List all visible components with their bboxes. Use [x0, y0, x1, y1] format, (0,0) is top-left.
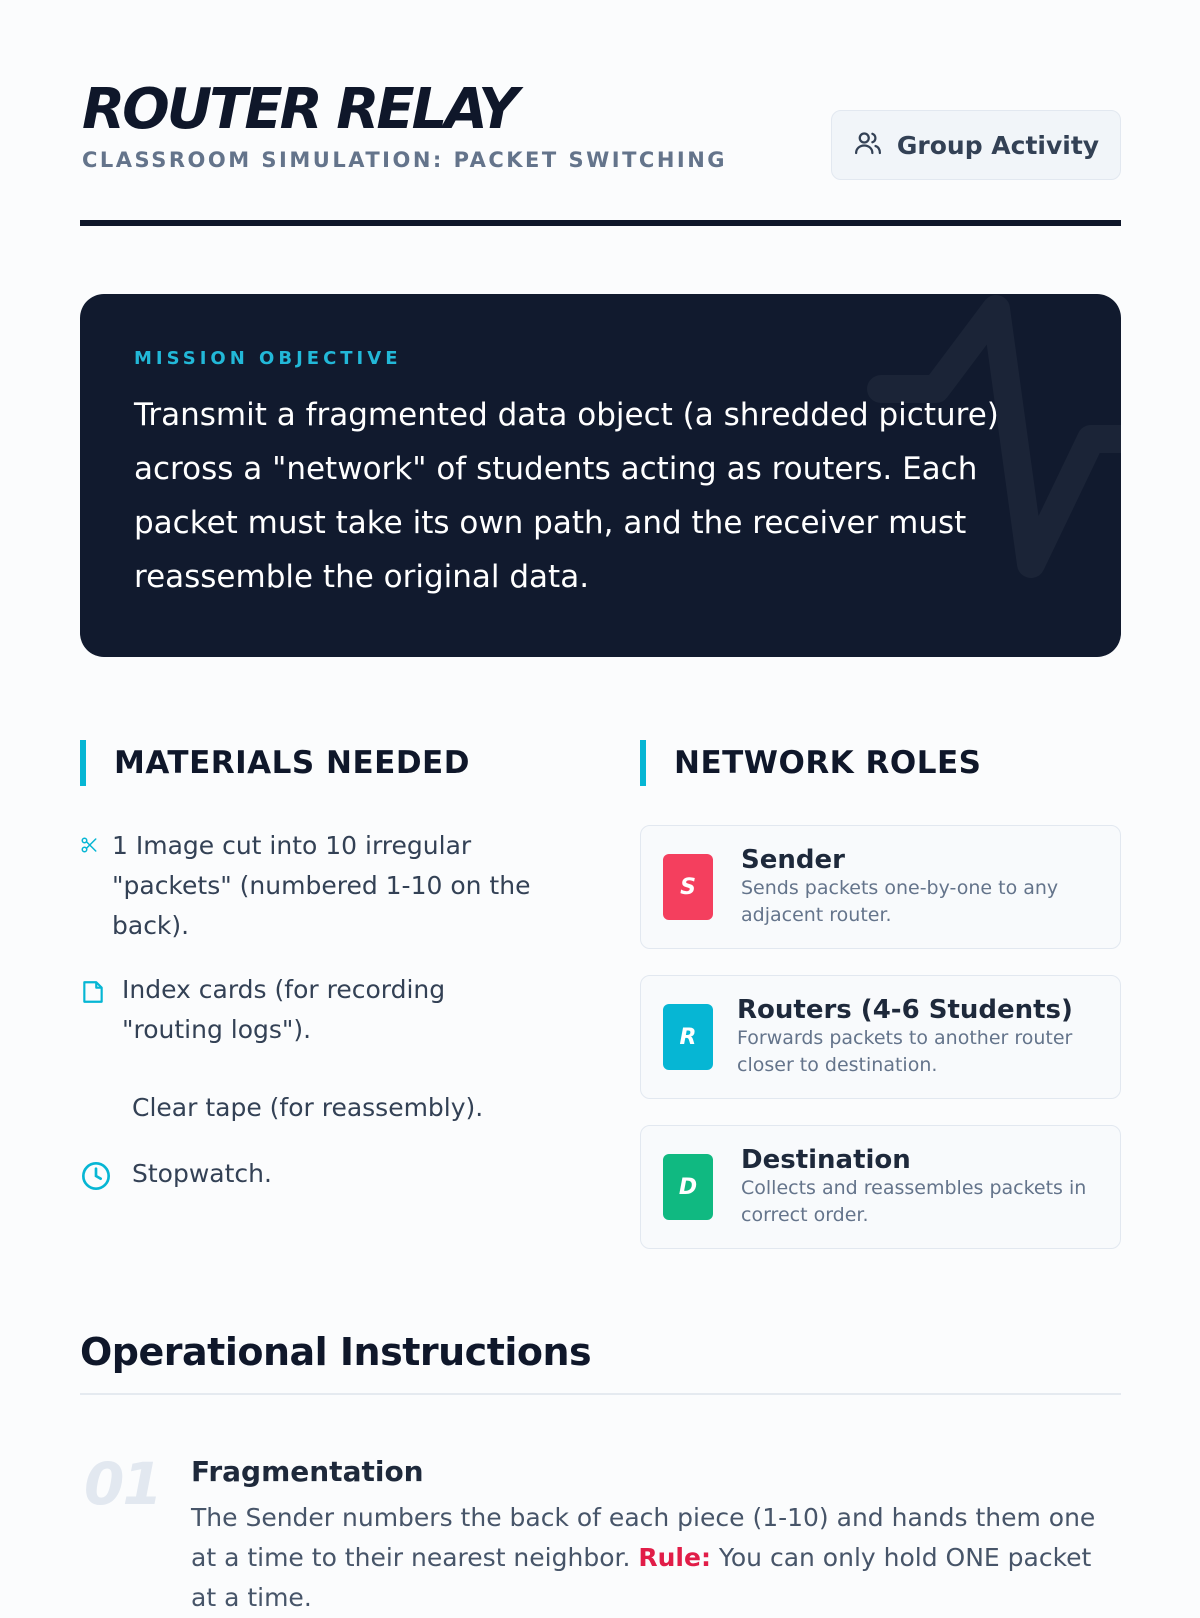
- badge-label: Group Activity: [896, 130, 1100, 160]
- roles-heading: [640, 740, 981, 786]
- page-subtitle: CLASSROOM SIMULATION: PACKET SWITCHING: [82, 148, 728, 172]
- role-badge: R: [663, 1004, 713, 1070]
- step-rule-text: You can only hold ONE packet at a time.: [191, 1543, 1092, 1612]
- users-icon: [853, 128, 883, 163]
- materials-heading: [80, 740, 470, 786]
- role-name: Sender: [741, 845, 845, 875]
- mission-label: MISSION OBJECTIVE: [134, 348, 402, 369]
- mission-text: Transmit a fragmented data object (a shredded picture) across a "network" of students acting as routers. Each packet must take its own path, and the receiver must reassemble the original data.: [134, 397, 999, 595]
- role-name: Routers (4-6 Students): [737, 995, 1073, 1025]
- material-item: [80, 826, 560, 946]
- role-card-routers: [640, 975, 1121, 1099]
- step-title: Fragmentation: [191, 1455, 424, 1488]
- role-name: Destination: [741, 1145, 911, 1175]
- header-divider: [80, 220, 1121, 226]
- role-description: Forwards packets to another router closer to destination.: [737, 1027, 1073, 1076]
- material-text: Clear tape (for reassembly).: [132, 1093, 484, 1122]
- group-activity-badge: [831, 110, 1121, 180]
- page-title: ROUTER RELAY: [82, 77, 516, 142]
- role-card-destination: [640, 1125, 1121, 1249]
- materials-heading-text: MATERIALS NEEDED: [114, 745, 470, 781]
- material-item: [80, 1088, 560, 1128]
- role-description: Collects and reassembles packets in correct order.: [741, 1177, 1087, 1226]
- material-item: [80, 1154, 560, 1194]
- roles-heading-text: NETWORK ROLES: [674, 745, 982, 781]
- material-text: Index cards (for recording "routing logs").: [122, 975, 446, 1044]
- material-text: Stopwatch.: [132, 1159, 272, 1188]
- instructions-divider: [80, 1393, 1121, 1395]
- heading-accent-bar: [640, 740, 646, 786]
- rule-label: Rule:: [638, 1543, 711, 1572]
- heading-accent-bar: [80, 740, 86, 786]
- header: [80, 0, 1121, 230]
- clock-icon: [80, 1154, 132, 1194]
- step-body-text: The Sender numbers the back of each piece (1-10) and hands them one at a time to their nearest neighbor.: [191, 1503, 1096, 1572]
- role-card-sender: [640, 825, 1121, 949]
- material-text: 1 Image cut into 10 irregular "packets" (numbered 1-10 on the back).: [112, 831, 531, 940]
- material-item: [80, 970, 500, 1050]
- sticky-note-icon: [80, 970, 122, 1050]
- step-number: 01: [84, 1450, 161, 1518]
- role-description: Sends packets one-by-one to any adjacent router.: [741, 877, 1059, 926]
- scissors-icon: [80, 826, 112, 946]
- role-badge: S: [663, 854, 713, 920]
- step-body: [191, 1498, 1121, 1618]
- instructions-heading: Operational Instructions: [80, 1330, 592, 1374]
- role-badge: D: [663, 1154, 713, 1220]
